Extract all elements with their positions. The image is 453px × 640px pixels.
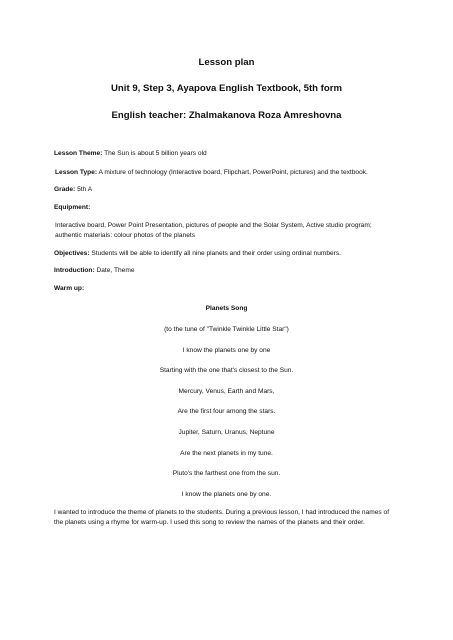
equipment-value: Interactive board, Power Point Presentation, pictures of people and the Solar System, Active studio program; authentic materials: colour photos of the planets: [55, 222, 372, 239]
warmup-label: Warm up:: [54, 284, 85, 292]
equipment-label: Equipment:: [54, 203, 91, 211]
song-line: Jupiter, Saturn, Uranus, Neptune: [178, 428, 275, 436]
song-title: Planets Song: [205, 305, 248, 313]
grade-label: Grade:: [54, 186, 76, 194]
document-subtitle: Unit 9, Step 3, Ayapova English Textbook, 5th form: [111, 83, 342, 94]
lesson-type-value: A mixture of technology (Interactive board, Flipchart, PowerPoint, pictures) and the textbook.: [97, 168, 368, 176]
lesson-type-label: Lesson Type:: [55, 168, 98, 176]
song-line: I know the planets one by one: [182, 346, 271, 354]
song-line: Starting with the one that's closest to the Sun.: [159, 367, 294, 375]
objectives-value: Students will be able to identify all nine planets and their order using ordinal numbers.: [89, 249, 342, 257]
grade: [54, 185, 399, 195]
objectives: [54, 249, 399, 259]
song-line: Pluto's the farthest one from the sun.: [172, 470, 281, 478]
song-line: Are the first four among the stars.: [177, 408, 276, 416]
lesson-type: [54, 168, 399, 178]
lesson-theme-label: Lesson Theme:: [54, 150, 103, 157]
lesson-theme-value: The Sun is about 5 billion years old: [102, 150, 207, 157]
song-line: Mercury, Venus, Earth and Mars,: [178, 387, 275, 395]
song-line: I know the planets one by one.: [181, 490, 272, 498]
document-title: Lesson plan: [198, 57, 255, 68]
introduction: [54, 266, 399, 276]
introduction-label: Introduction:: [54, 267, 95, 275]
objectives-label: Objectives:: [54, 249, 90, 257]
song-line: Are the next planets in my tune.: [180, 449, 273, 457]
closing-paragraph: I wanted to introduce the theme of planets to the students. During a previous lesson, I had introduced the names of the planets using a rhyme for warm-up. I used this song to review the names of the planets and their order.: [54, 509, 390, 526]
lesson-theme: [54, 149, 399, 159]
grade-value: 5th A: [75, 186, 93, 194]
introduction-value: Date, Theme: [94, 267, 135, 275]
song-line: (to the tune of "Twinkle Twinkle Little Star"): [164, 325, 289, 333]
teacher-name: English teacher: Zhalmakanova Roza Amreshovna: [111, 110, 342, 121]
